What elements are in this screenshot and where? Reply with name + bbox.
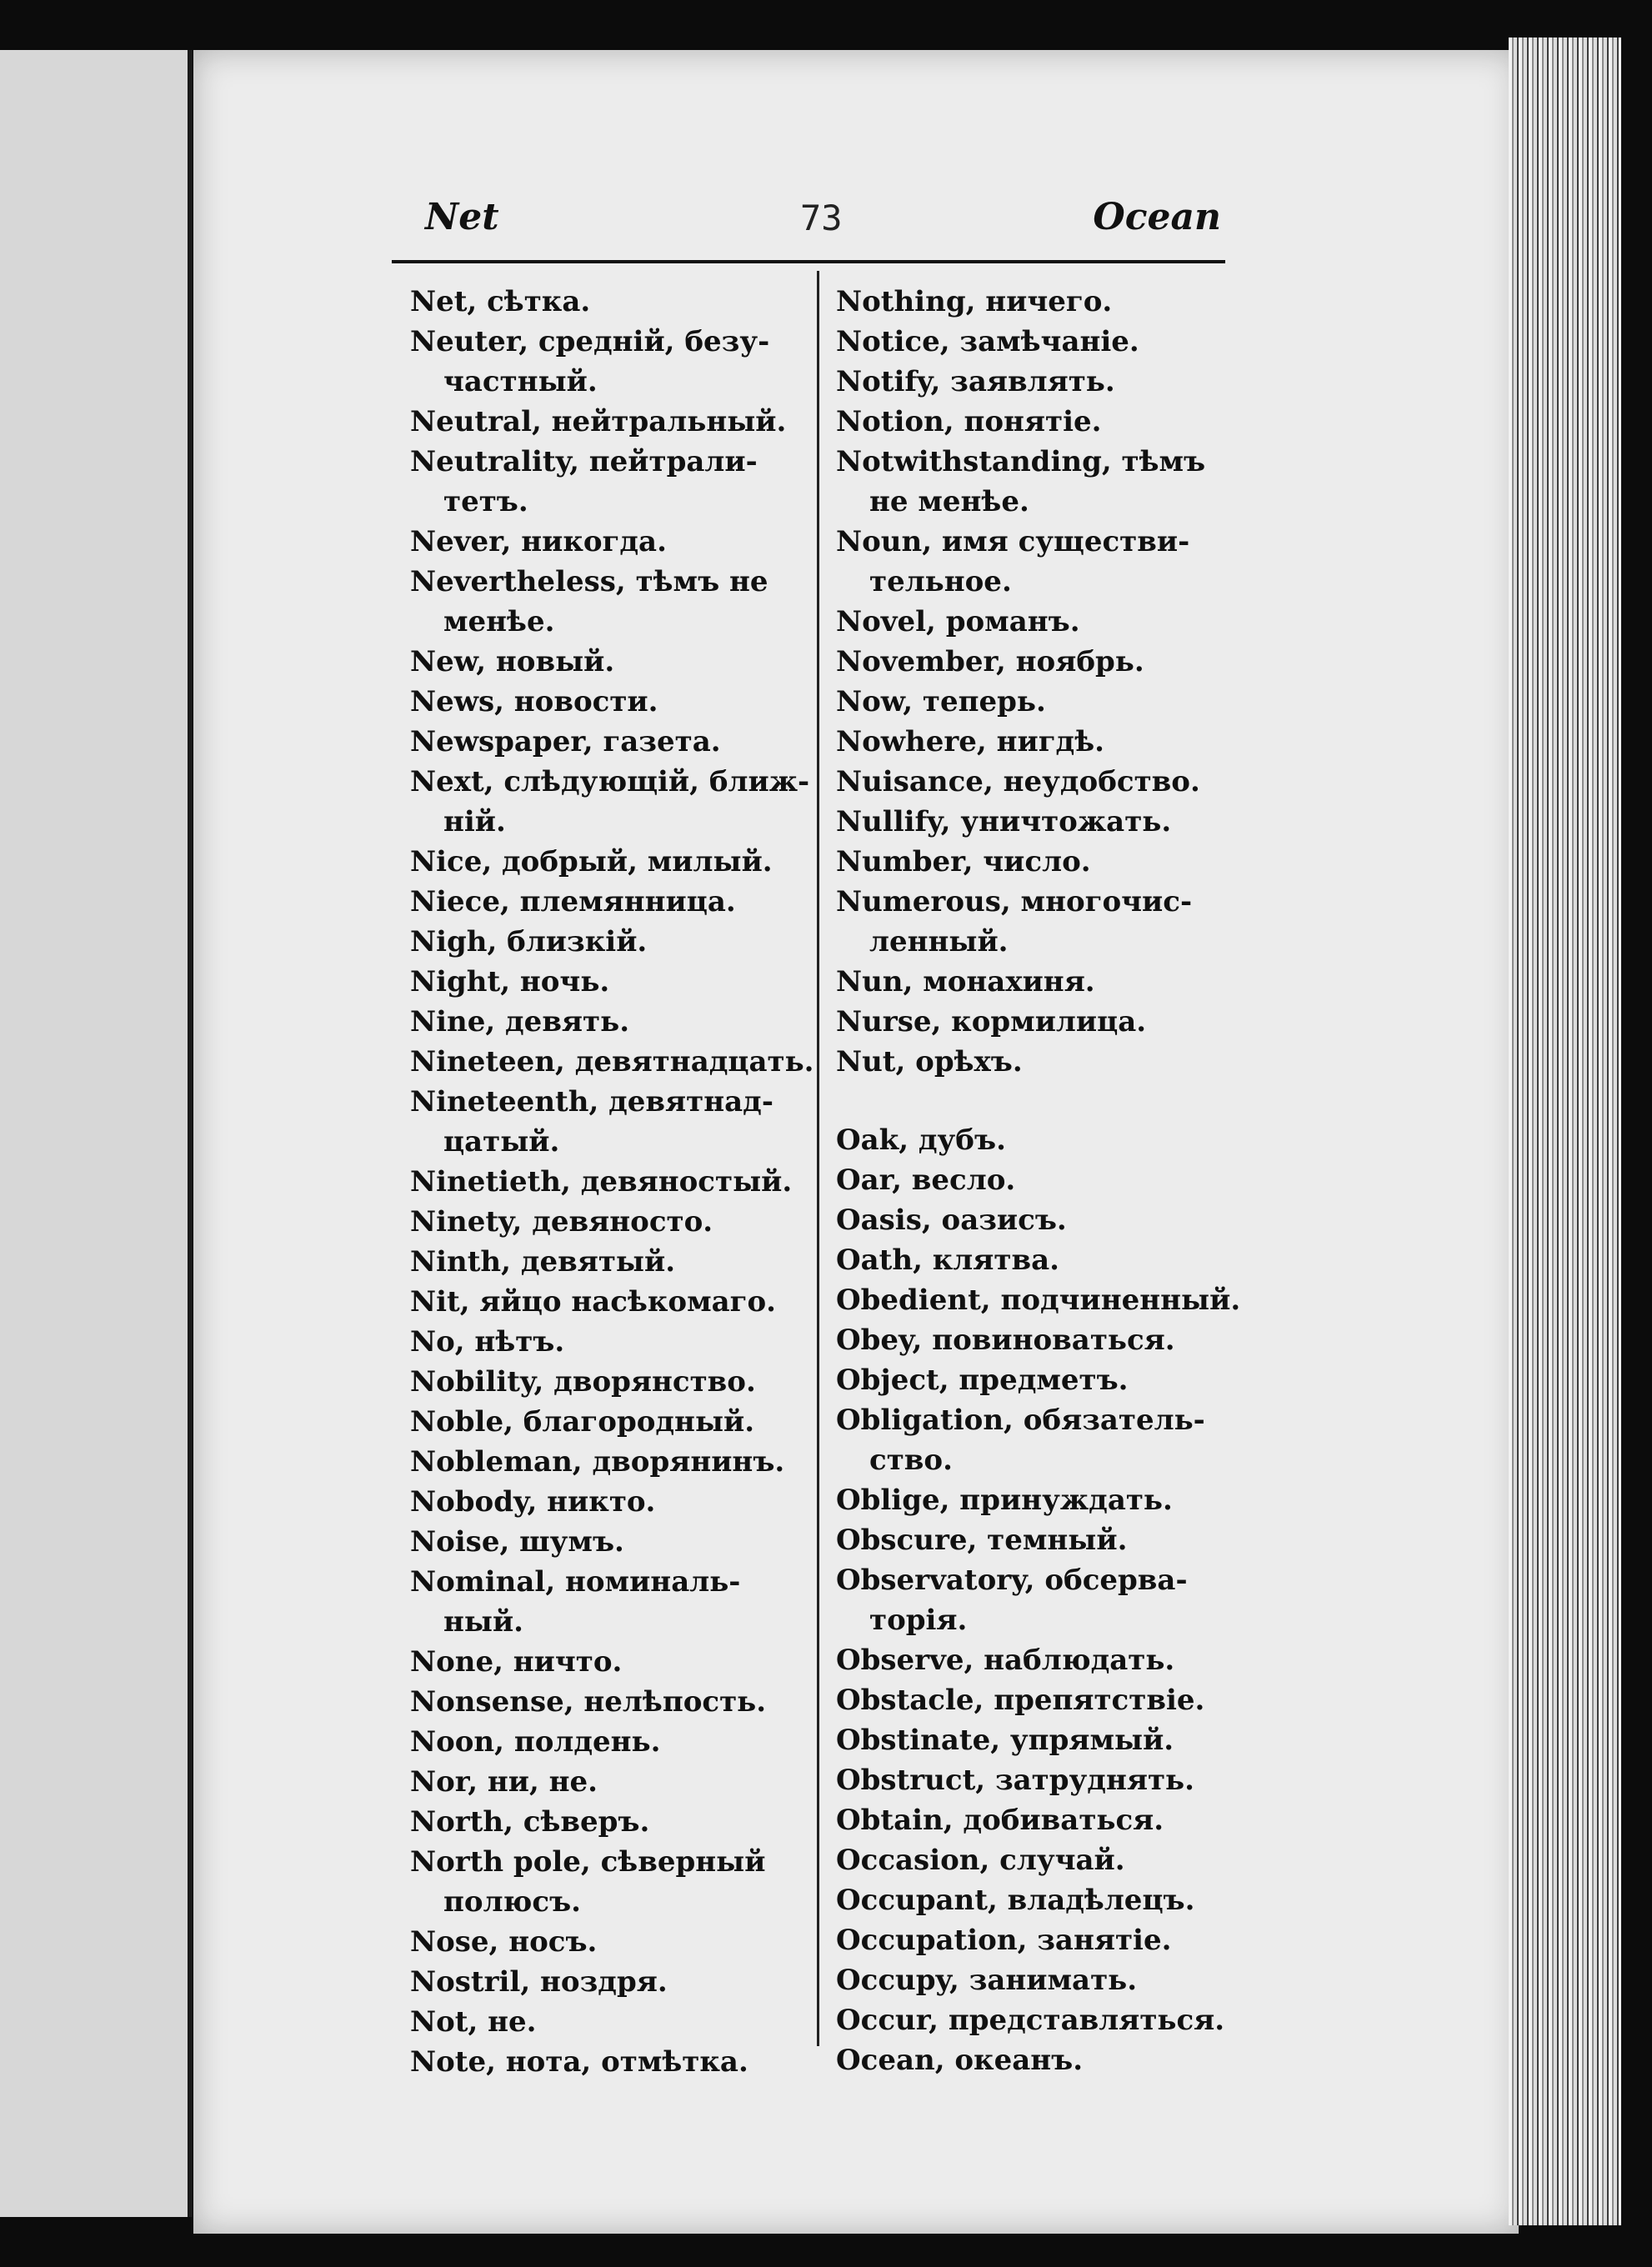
dictionary-line: Nurse, кормилица. xyxy=(836,1005,1147,1038)
right-column xyxy=(836,282,1269,2080)
dictionary-line: Numerous, многочис- xyxy=(836,885,1193,918)
dictionary-line: Night, ночь. xyxy=(410,965,610,998)
header-first-word: Net xyxy=(425,196,499,238)
dictionary-line: Ninety, девяносто. xyxy=(410,1205,713,1239)
dictionary-line: New, новый. xyxy=(410,645,615,678)
dictionary-line: Oar, весло. xyxy=(836,1164,1016,1197)
dictionary-line: North pole, сѣверный xyxy=(410,1845,766,1879)
dictionary-line: No, нѣтъ. xyxy=(410,1325,565,1359)
dictionary-line: Never, никогда. xyxy=(410,525,667,558)
dictionary-line: Obligation, обязатель- xyxy=(836,1404,1205,1437)
dictionary-line: торія. xyxy=(869,1604,968,1637)
dictionary-line: Not, не. xyxy=(410,2005,537,2039)
dictionary-line: Notify, заявлять. xyxy=(836,365,1115,398)
dictionary-line: Nice, добрый, милый. xyxy=(410,845,773,878)
dictionary-line: Note, нота, отмѣтка. xyxy=(410,2045,748,2079)
dictionary-line: Nigh, близкій. xyxy=(410,925,648,958)
header-rule xyxy=(392,260,1225,263)
dictionary-line: Noon, полдень. xyxy=(410,1725,661,1759)
section-gap xyxy=(836,1082,1269,1120)
dictionary-line: Oath, клятва. xyxy=(836,1244,1059,1277)
header-last-word: Ocean xyxy=(1093,196,1221,238)
dictionary-line: Net, сѣтка. xyxy=(410,285,591,318)
dictionary-line: Nine, девять. xyxy=(410,1005,630,1038)
dictionary-line: Obstacle, препятствіе. xyxy=(836,1684,1205,1717)
dictionary-line: Nun, монахиня. xyxy=(836,965,1095,998)
dictionary-line: Occur, представляться. xyxy=(836,2004,1225,2037)
dictionary-line: Nullify, уничтожать. xyxy=(836,805,1172,838)
dictionary-line: тетъ. xyxy=(443,485,528,518)
dictionary-line: не менѣе. xyxy=(869,485,1029,518)
dictionary-line: Notice, замѣчаніе. xyxy=(836,325,1139,358)
dictionary-line: Nineteen, девятнадцать. xyxy=(410,1045,814,1078)
dictionary-line: Newspaper, газета. xyxy=(410,725,721,758)
dictionary-line: Obscure, темный. xyxy=(836,1524,1128,1557)
dictionary-line: North, сѣверъ. xyxy=(410,1805,650,1839)
dictionary-line: Obtain, добиваться. xyxy=(836,1804,1164,1837)
dictionary-line: ленный. xyxy=(869,925,1009,958)
dictionary-line: November, ноябрь. xyxy=(836,645,1144,678)
dictionary-line: Ninetieth, девяностый. xyxy=(410,1165,793,1199)
dictionary-line: ство. xyxy=(869,1444,953,1477)
dictionary-line: тельное. xyxy=(869,565,1012,598)
dictionary-line: Neutral, нейтральный. xyxy=(410,405,787,438)
page-block-edges xyxy=(1509,38,1621,2225)
dictionary-line: Observatory, обсерва- xyxy=(836,1564,1188,1597)
dictionary-line: Oak, дубъ. xyxy=(836,1123,1006,1157)
dictionary-line: Ninth, девятый. xyxy=(410,1245,676,1279)
dictionary-line: Nit, яйцо насѣкомаго. xyxy=(410,1285,777,1319)
dictionary-line: менѣе. xyxy=(443,605,555,638)
dictionary-line: Obstruct, затруднять. xyxy=(836,1764,1194,1797)
dictionary-line: Occupy, занимать. xyxy=(836,1964,1138,1997)
dictionary-line: Novel, романъ. xyxy=(836,605,1080,638)
dictionary-line: Niece, племянница. xyxy=(410,885,736,918)
dictionary-line: Neuter, средній, безу- xyxy=(410,325,770,358)
left-column xyxy=(410,282,844,2082)
dictionary-line: Occupation, занятіе. xyxy=(836,1924,1172,1957)
dictionary-line: Nostril, ноздря. xyxy=(410,1965,668,1999)
dictionary-line: ній. xyxy=(443,805,506,838)
dictionary-line: ный. xyxy=(443,1605,524,1639)
dictionary-line: Oblige, принуждать. xyxy=(836,1484,1173,1517)
dictionary-line: Neutrality, пейтрали- xyxy=(410,445,758,478)
dictionary-line: Nobody, никто. xyxy=(410,1485,656,1519)
dictionary-line: Nominal, номиналь- xyxy=(410,1565,741,1599)
dictionary-line: Oasis, оазисъ. xyxy=(836,1204,1067,1237)
dictionary-line: Occasion, случай. xyxy=(836,1844,1125,1877)
dictionary-line: Now, теперь. xyxy=(836,685,1046,718)
dictionary-line: Next, слѣдующій, ближ- xyxy=(410,765,810,798)
dictionary-line: Noun, имя существи- xyxy=(836,525,1190,558)
dictionary-line: Nothing, ничего. xyxy=(836,285,1113,318)
dictionary-line: Notion, понятіе. xyxy=(836,405,1102,438)
dictionary-line: Occupant, владѣлецъ. xyxy=(836,1884,1195,1917)
dictionary-line: Notwithstanding, тѣмъ xyxy=(836,445,1206,478)
dictionary-line: Nonsense, нелѣпость. xyxy=(410,1685,767,1719)
dictionary-line: Nevertheless, тѣмъ не xyxy=(410,565,768,598)
dictionary-line: Obey, повиноваться. xyxy=(836,1324,1175,1357)
dictionary-line: Observe, наблюдать. xyxy=(836,1644,1175,1677)
dictionary-line: Nobleman, дворянинъ. xyxy=(410,1445,785,1479)
dictionary-line: полюсъ. xyxy=(443,1885,582,1919)
dictionary-line: Noble, благородный. xyxy=(410,1405,755,1439)
dictionary-line: None, ничто. xyxy=(410,1645,623,1679)
dictionary-line: Nut, орѣхъ. xyxy=(836,1045,1023,1078)
dictionary-line: Obstinate, упрямый. xyxy=(836,1724,1174,1757)
running-header xyxy=(425,196,1221,263)
dictionary-line: Number, число. xyxy=(836,845,1091,878)
dictionary-line: Nowhere, нигдѣ. xyxy=(836,725,1104,758)
dictionary-line: News, новости. xyxy=(410,685,658,718)
dictionary-line: Nobility, дворянство. xyxy=(410,1365,756,1399)
dictionary-line: цатый. xyxy=(443,1125,560,1159)
dictionary-line: частный. xyxy=(443,365,598,398)
dictionary-line: Nose, носъ. xyxy=(410,1925,598,1959)
dictionary-line: Nor, ни, не. xyxy=(410,1765,598,1799)
dictionary-line: Object, предметъ. xyxy=(836,1364,1129,1397)
dictionary-line: Nineteenth, девятнад- xyxy=(410,1085,773,1118)
dictionary-line: Noise, шумъ. xyxy=(410,1525,624,1559)
page-number: 73 xyxy=(800,198,843,238)
dictionary-line: Obedient, подчиненный. xyxy=(836,1284,1241,1317)
facing-page-edge xyxy=(0,50,193,2217)
dictionary-line: Nuisance, неудобство. xyxy=(836,765,1200,798)
dictionary-line: Ocean, океанъ. xyxy=(836,2044,1084,2077)
